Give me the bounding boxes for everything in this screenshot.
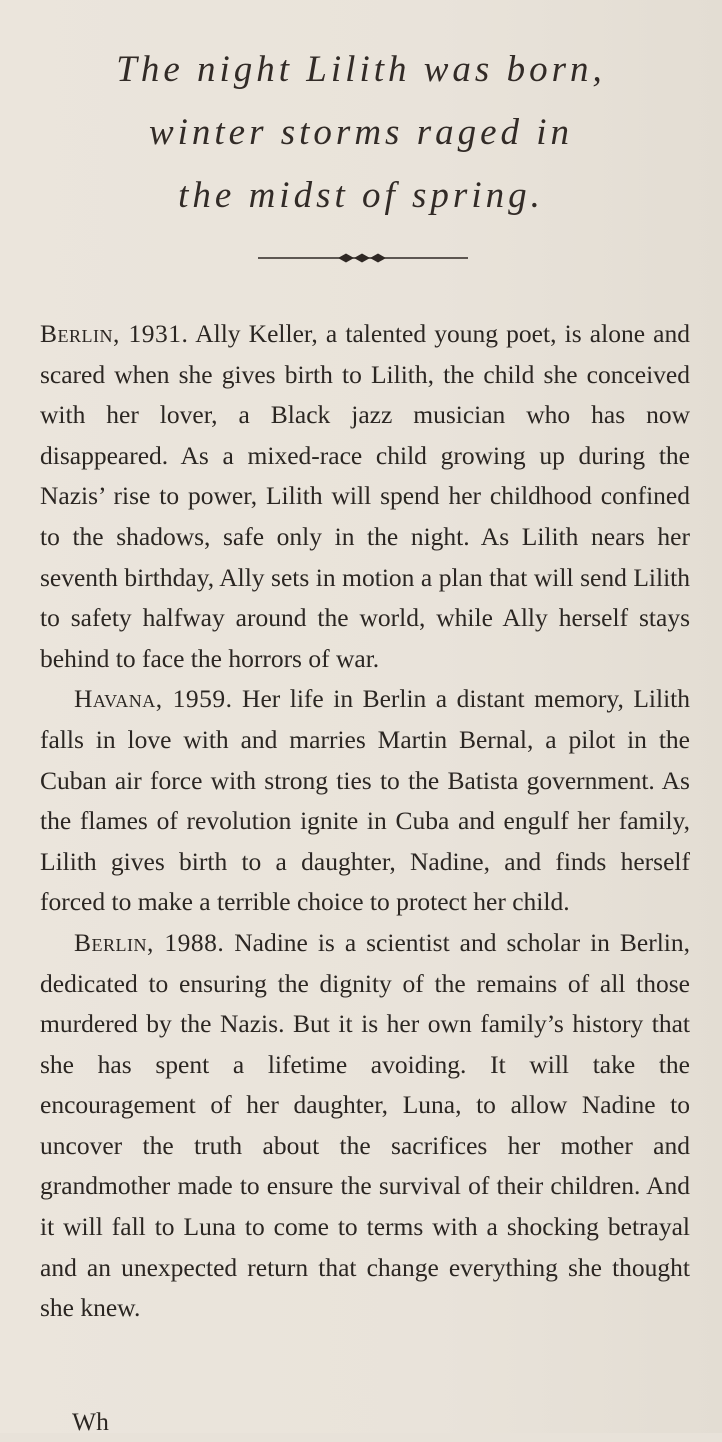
paragraph-body: Nadine is a scientist and scholar in Berlin, dedicated to ensuring the dignity of the remains of all those murdered by the Nazis. But it is her own family’s history that she has spent a lifetime avoiding. It will take the encouragement of her daughter, Luna, to allow Nadine to uncover the truth about the sacrifices her mother and grandmother made to ensure the survival of their children. And it will fall to Luna to come to terms with a shocking betrayal and an unexpected return that change everything she thought she knew. <box>40 927 691 1323</box>
paragraph-lead: Havana, 1959. <box>74 684 233 714</box>
paragraph-lead: Berlin, 1931. <box>40 319 189 348</box>
paragraph-berlin-1988 <box>40 923 690 1329</box>
blurb-text <box>40 314 690 1329</box>
paragraph-lead: Berlin, 1988. <box>74 927 225 957</box>
paragraph-body: Ally Keller, a talented young poet, is alone and scared when she gives birth to Lilith, the child she conceived with her lover, a Black jazz musician who has now disappeared. As a mixed-race child growing up during the Nazis’ rise to power, Lilith will spend her childhood confined to the shadows, safe only in the night. As Lilith nears her seventh birthday, Ally sets in motion a plan that will send Lilith to safety halfway around the world, while Ally herself stays behind to face the horrors of war. <box>40 319 691 673</box>
tagline-line: The night Lilith was born, <box>116 49 606 90</box>
partial-next-line-text: Wh <box>72 1407 109 1436</box>
tagline-line: winter storms raged in <box>148 112 574 153</box>
ornament-divider <box>258 250 468 266</box>
paragraph-body: Her life in Berlin a distant memory, Lilith falls in love with and marries Martin Bernal, a pilot in the Cuban air force with strong ties to the Batista government. As the flames of revolution ignite in Cuba and engulf her family, Lilith gives birth to a daughter, Nadine, and finds herself forced to make a terrible choice to protect her child. <box>40 684 690 917</box>
paragraph-havana-1959 <box>40 679 690 923</box>
partial-next-line <box>72 1407 192 1436</box>
paragraph-berlin-1931 <box>40 314 690 679</box>
tagline <box>0 38 722 227</box>
tagline-line: the midst of spring. <box>178 175 544 216</box>
